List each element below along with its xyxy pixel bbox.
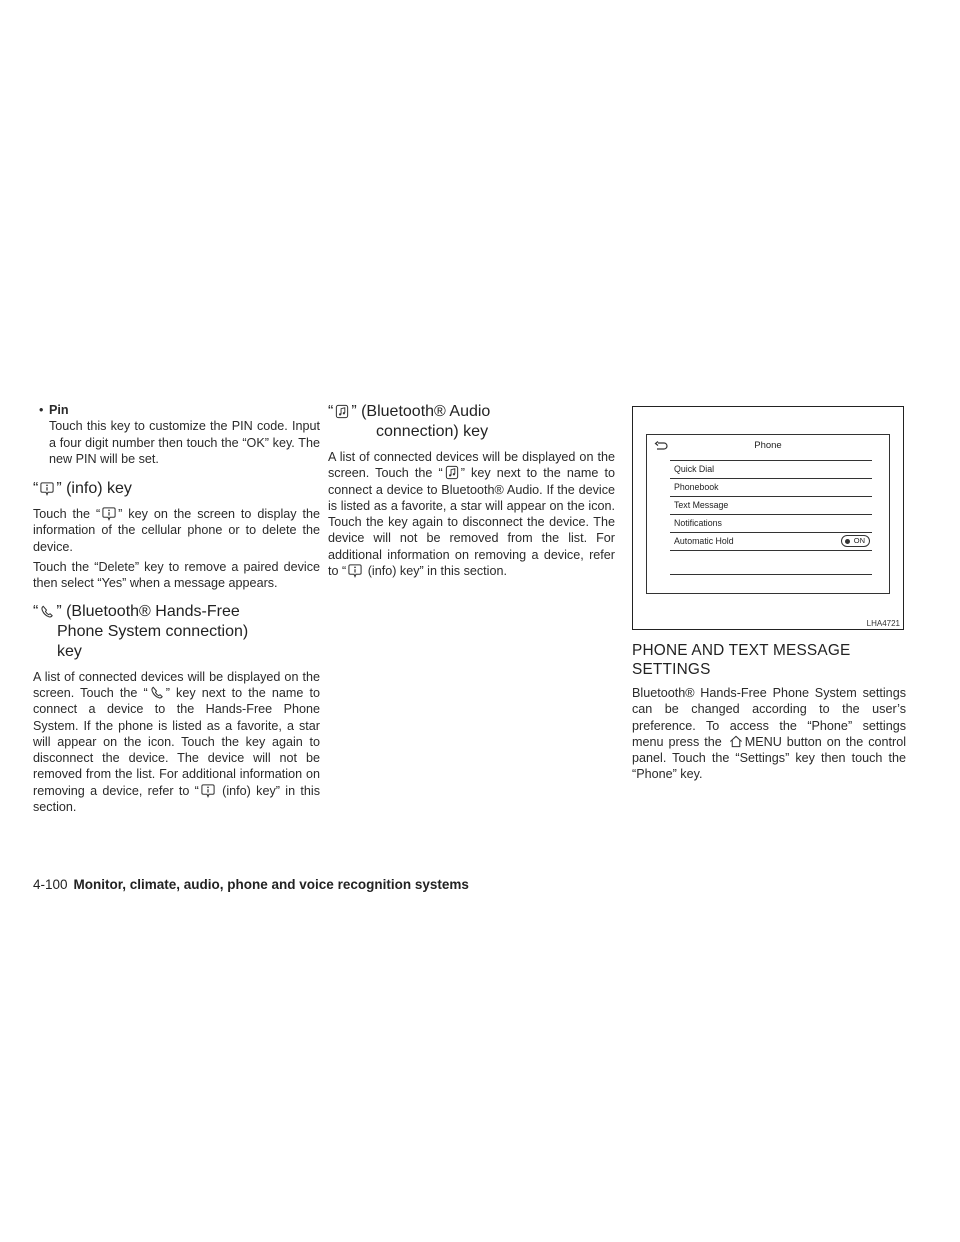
- figure-code: LHA4721: [866, 619, 900, 628]
- info-icon: [39, 481, 55, 496]
- phone-handset-icon: [39, 604, 55, 619]
- info-icon: [200, 783, 216, 798]
- pin-bullet: [33, 402, 320, 467]
- pin-text: Touch this key to customize the PIN code. Input a four digit number then touch the “OK” key. The new PIN will be set.: [49, 419, 320, 466]
- menu-divider: [670, 550, 872, 566]
- info-icon: [101, 506, 117, 521]
- page-footer: [33, 877, 469, 892]
- audio-music-icon: [444, 465, 460, 480]
- settings-paragraph: Bluetooth® Hands-Free Phone System settings can be changed according to the user’s preference. To access the “Phone” settings menu press the MENU button on the control panel. Touch the “Settings” key then touch the “Phone” key.: [632, 686, 906, 782]
- home-menu-icon: [728, 734, 744, 749]
- handsfree-paragraph: A list of connected devices will be displayed on the screen. Touch the “ ” key next to the name to connect a device to the Hands-Free Phone System. If the phone is listed as a favorite, a star will appear on the icon. Touch the key again to disconnect the device. The device will not be removed from the list. For additional information on removing a device, refer to “ (info) key” in this section.: [33, 669, 321, 815]
- column-left: [33, 402, 320, 819]
- phone-settings-screen: [646, 434, 890, 594]
- phone-handset-icon: [149, 685, 165, 700]
- chapter-title: Monitor, climate, audio, phone and voice recognition systems: [73, 877, 469, 892]
- section-heading: PHONE AND TEXT MESSAGE SETTINGS: [632, 642, 851, 678]
- automatic-hold-toggle[interactable]: ON: [841, 535, 870, 547]
- column-middle: [328, 402, 615, 583]
- audio-key-heading: “ ” (Bluetooth® Audio connection) key: [328, 403, 491, 440]
- info-paragraph-2: Touch the “Delete” key to remove a paired device then select “Yes” when a message appears.: [33, 560, 320, 591]
- menu-item-quick-dial[interactable]: Quick Dial: [670, 460, 872, 476]
- audio-music-icon: [334, 404, 350, 419]
- column-right: [632, 406, 906, 787]
- handsfree-key-heading: “ ” (Bluetooth® Hands-Free Phone System connection) key: [33, 602, 249, 660]
- pin-heading: Pin: [49, 403, 69, 417]
- menu-item-phonebook[interactable]: Phonebook: [670, 478, 872, 494]
- audio-paragraph: A list of connected devices will be displayed on the screen. Touch the “ ” key next to the name to connect a device to Bluetooth® Audio. If the device is listed as a favorite, a star will appear on the icon. Touch the key again to disconnect the device. The device will not be removed from the list. For additional information on removing a device, refer to “ (info) key” in this section.: [328, 450, 616, 579]
- bullet-dot: •: [39, 403, 44, 417]
- info-icon: [347, 563, 363, 578]
- menu-item-text-message[interactable]: Text Message: [670, 496, 872, 512]
- info-key-heading: “ ” (info) key: [33, 480, 132, 498]
- menu-item-notifications[interactable]: Notifications: [670, 514, 872, 530]
- menu-item-automatic-hold[interactable]: Automatic Hold ON: [670, 532, 872, 548]
- screen-title: Phone: [754, 440, 782, 451]
- page-number: 4-100: [33, 877, 68, 892]
- phone-settings-figure: [632, 406, 904, 630]
- info-paragraph-1: Touch the “ ” key on the screen to display the information of the cellular phone or to delete the device.: [33, 507, 320, 554]
- menu-divider: [670, 574, 872, 575]
